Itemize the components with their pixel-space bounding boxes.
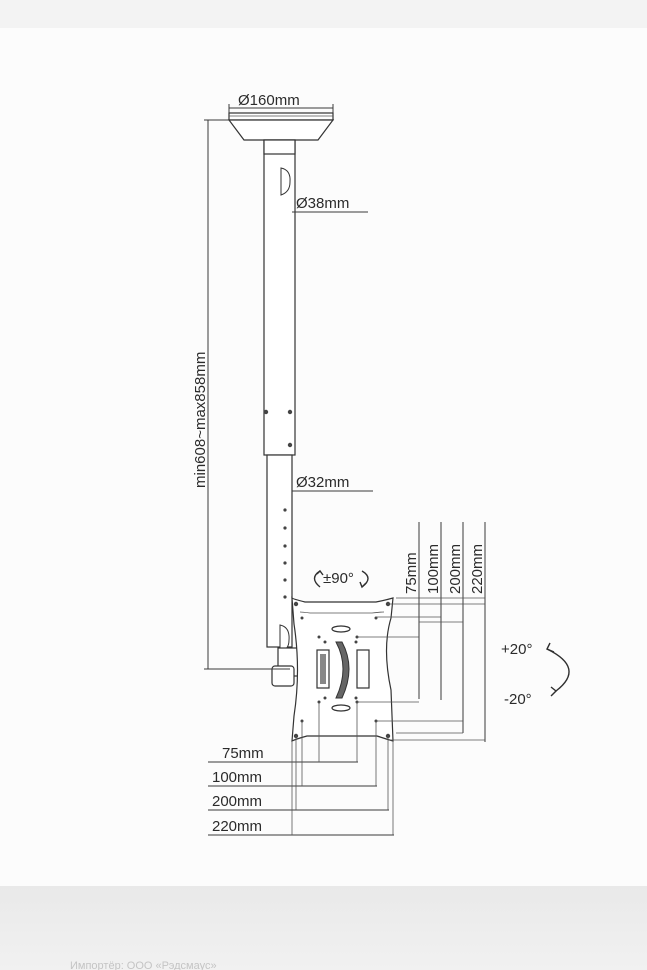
upper-pole-diameter-label: Ø38mm <box>296 195 350 212</box>
swivel-label: ±90° <box>323 570 354 587</box>
vesa-vertical-75: 75mm <box>403 552 420 594</box>
ceiling-plate <box>229 113 333 140</box>
vesa-horizontal-220: 220mm <box>212 818 263 835</box>
vesa-plate <box>292 598 393 741</box>
height-range-label: min608~max858mm <box>192 351 209 488</box>
tilt-down-label: -20° <box>504 691 532 708</box>
upper-pole <box>264 140 295 455</box>
lower-pole-diameter-label: Ø32mm <box>296 474 350 491</box>
vesa-horizontal-75: 75mm <box>222 745 264 762</box>
lower-pole <box>267 455 292 652</box>
vesa-vertical-100: 100mm <box>425 543 442 594</box>
plate-diameter-label: Ø160mm <box>238 92 300 109</box>
tilt-up-label: +20° <box>501 641 533 658</box>
vesa-vertical-200: 200mm <box>447 543 464 594</box>
vesa-horizontal-100: 100mm <box>212 769 263 786</box>
importer-text: Импортёр: ООО «Рэдсмаус» <box>70 960 217 970</box>
tilt-arc <box>547 643 569 696</box>
vesa-horizontal-200: 200mm <box>212 793 263 810</box>
vesa-vertical-220: 220mm <box>469 543 486 594</box>
